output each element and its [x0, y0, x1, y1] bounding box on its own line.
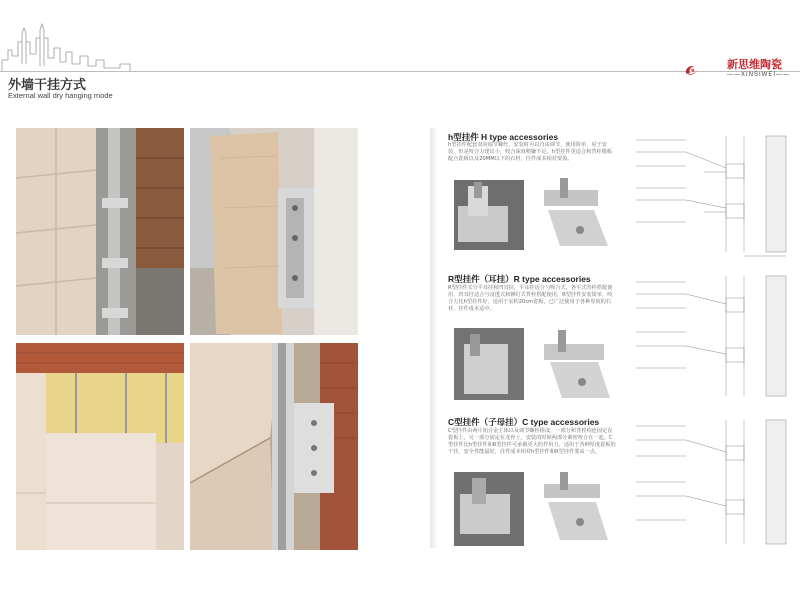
- photo-panel-bracket: [190, 128, 358, 335]
- section-r-body: R型挂件又分平耳挂和凹耳挂，平耳挂适合与吸合式，各平式背栓搭配使用，凹耳挂适合与浸透式和铆钉式背栓搭配使用，R型挂件安装简单，咬合力比h型挂件好，适用于室约20cm瓷板，已广泛使用于各种厚度的石材，挂件成本适中。: [448, 285, 613, 312]
- city-skyline-icon: [0, 20, 150, 72]
- h-type-section-drawing: [626, 132, 794, 260]
- brand-logo-icon: [684, 52, 724, 88]
- section-h-body: h型挂件配套双向调节螺丝，安装时可以自由调节，使用简单、易于安装，但是咬合力建议小，咬合深度稍嫌不足。h型挂件更适合和背栓模板配合瓷板以及20MM以下的石材，挂件成本相对要盈。: [448, 142, 613, 162]
- h-type-accessory-icon: [448, 176, 618, 252]
- section-c-body: C型挂件由两片铝合金主体以及调节螺栓组成，一部分和背栓构连固定在瓷板上，另一部分固定在龙骨上，安装的时候两部分紧密咬合在一起。C型挂件比h型挂件和R型挂件可承载更大的作用力，适用于各种厚度瓷板的干挂，安全性能最好，挂件成本相对h型挂件和R型挂件要高一点。: [448, 428, 616, 455]
- section-r-title: R型挂件（耳挂）R type accessories: [448, 274, 591, 284]
- brand-name: 新思维陶瓷: [727, 58, 782, 71]
- c-type-section-drawing: [626, 416, 794, 550]
- page-fold-shadow: [430, 128, 438, 548]
- page-title: 外墙干挂方式: [8, 78, 87, 93]
- photo-insulation-wall: [16, 343, 184, 550]
- r-type-section-drawing: [626, 272, 794, 404]
- header-divider: [0, 71, 800, 72]
- c-type-accessory-icon: [448, 470, 618, 548]
- section-h-title: h型挂件 H type accessories: [448, 132, 559, 142]
- page-subtitle: External wall dry hanging mode: [8, 91, 113, 100]
- r-type-accessory-icon: [448, 324, 618, 404]
- brand-name-en-text: XINSIWEI: [741, 72, 777, 78]
- section-c-title: C型挂件（子母挂）C type accessories: [448, 417, 600, 427]
- photo-facade-installation: [16, 128, 184, 335]
- photo-rail-closeup: [190, 343, 358, 550]
- brand-name-en: ——XINSIWEI——: [727, 72, 791, 78]
